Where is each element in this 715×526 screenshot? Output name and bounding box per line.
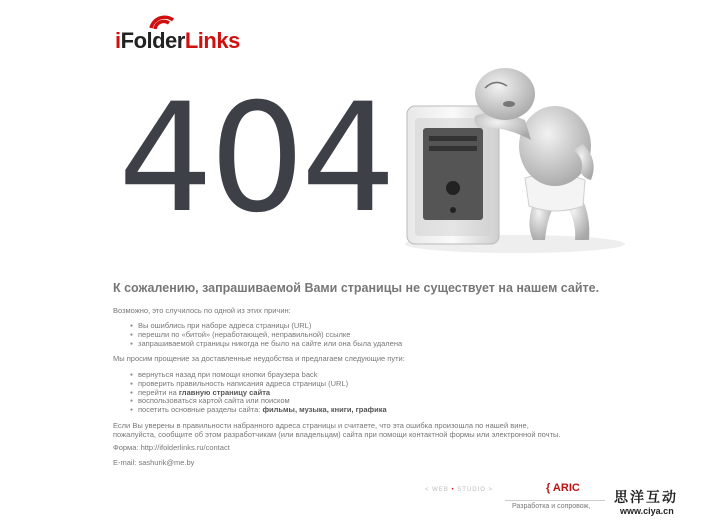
list-item [130, 406, 387, 415]
list-item: ● проверить правильность написания адреса страницы (URL) [130, 380, 387, 389]
list-item: ● воспользоваться картой сайта или поиском [130, 397, 387, 406]
home-prefix: перейти на [138, 387, 179, 397]
list-item: ● вернуться назад при помощи кнопки браузера back [130, 371, 387, 380]
contact-text-line2: пожалуйста, сообщите об этом разработчикам (или владельцам) сайта при помощи контактной формы или электронной почты. [113, 430, 561, 439]
suggestions-list [130, 371, 387, 415]
crying-baby-computer-image [385, 48, 625, 253]
sections-prefix: посетить основные разделы сайта: [138, 405, 263, 415]
web-studio-link[interactable] [425, 487, 493, 493]
list-item: ● Вы ошиблись при наборе адреса страницы (URL) [130, 322, 402, 331]
email-label: E-mail: [113, 458, 137, 467]
watermark-url: www.ciya.cn [620, 506, 674, 516]
studio-right: STUDIO > [454, 487, 494, 493]
error-headline: К сожалению, запрашиваемой Вами страницы не существует на нашем сайте. [113, 281, 600, 295]
contact-form-row [113, 443, 230, 453]
reasons-intro: Возможно, это случилось по одной из этих причин: [113, 306, 291, 315]
footer-divider [505, 500, 605, 501]
studio-dot: • [451, 487, 455, 493]
sections-links[interactable]: фильмы, музыка, книги, графика [262, 405, 387, 415]
reasons-list [130, 322, 402, 348]
contact-form-link[interactable]: http://ifolderlinks.ru/contact [140, 443, 230, 452]
email-row [113, 458, 194, 468]
logo-i: i [115, 28, 121, 53]
form-label: Форма: [113, 443, 139, 452]
logo-links: Links [184, 28, 240, 53]
list-item: ● перешли по «битой» (неработающей, неправильной) ссылке [130, 331, 402, 340]
list-item: ● запрашиваемой страницы никогда не было на сайте или она была удалена [130, 340, 402, 349]
site-logo[interactable] [115, 10, 275, 54]
contact-text-line1: Если Вы уверены в правильности набранного адреса страницы и считаете, что эта ошибка произошла по нашей вине, [113, 421, 529, 430]
studio-brand-logo[interactable]: { ARIC [546, 482, 580, 494]
apology-text: Мы просим прощение за доставленные неудобства и предлагаем следующие пути: [113, 354, 405, 363]
rss-wave-icon [147, 10, 177, 30]
logo-wordmark [115, 28, 240, 54]
error-code: 404 [118, 72, 393, 246]
logo-folder: Folder [120, 28, 185, 53]
home-page-link[interactable]: главную страницу сайта [178, 387, 271, 397]
email-link[interactable]: sashurik@me.by [138, 458, 195, 467]
studio-left: < WEB [425, 487, 452, 493]
developer-credit: Разработка и сопровож, [512, 503, 591, 510]
watermark-text: 思洋互动 [614, 489, 678, 505]
